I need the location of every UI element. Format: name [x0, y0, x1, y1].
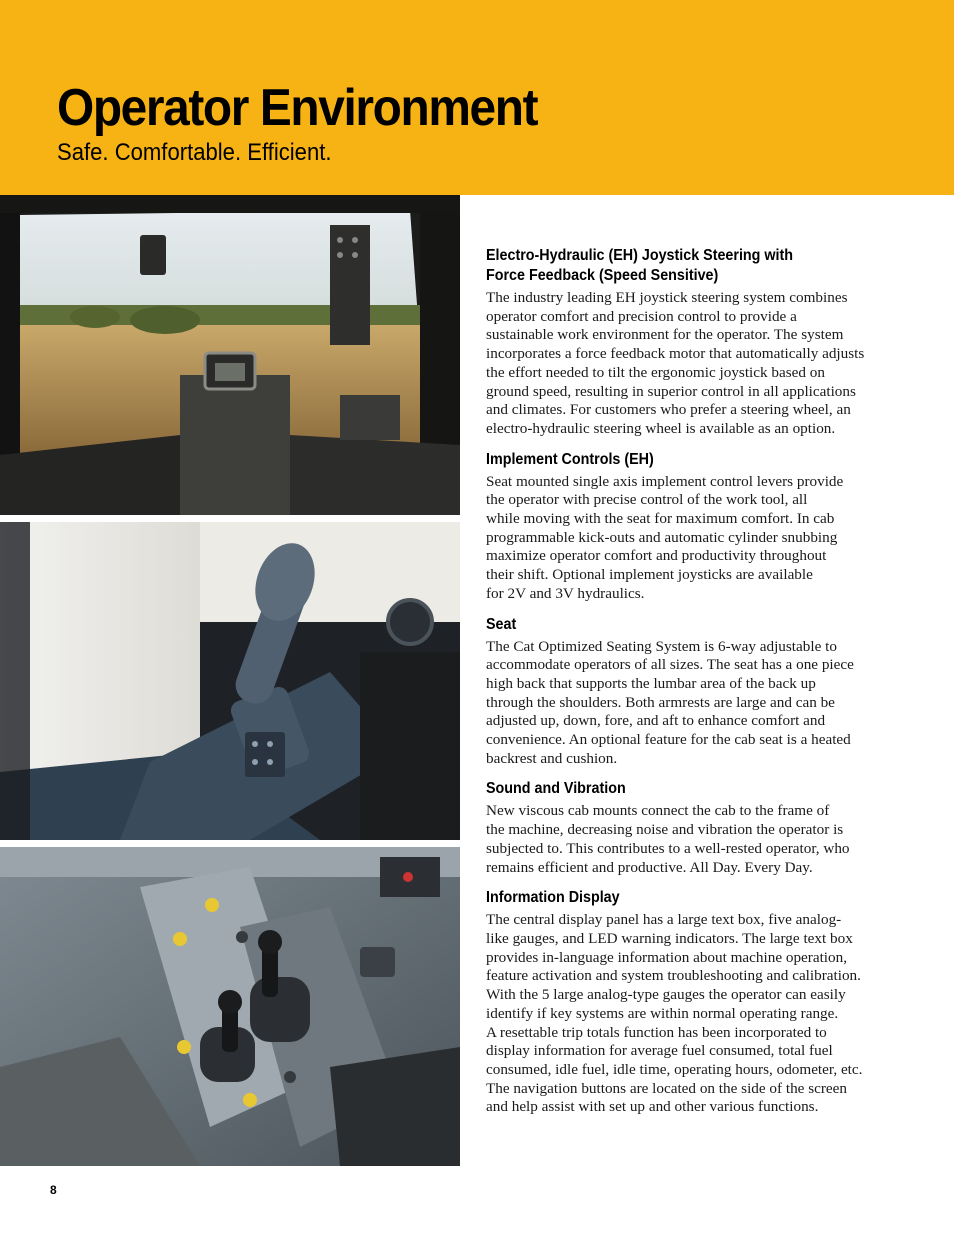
text-line: consumed, idle fuel, idle time, operating hours, odometer, etc. — [486, 1060, 863, 1078]
section-heading: Seat — [486, 615, 517, 633]
section-heading — [486, 246, 867, 286]
page-title: Operator Environment — [57, 79, 538, 137]
text-line: The navigation buttons are located on the side of the screen — [486, 1079, 847, 1097]
section-paragraph — [486, 473, 896, 604]
page-subtitle: Safe. Comfortable. Efficient. — [57, 139, 332, 166]
body-text — [486, 246, 896, 1128]
section-heading: Sound and Vibration — [486, 780, 626, 798]
text-line: provides in-language information about machine operation, — [486, 948, 848, 966]
text-line: for 2V and 3V hydraulics. — [486, 584, 645, 602]
section-paragraph — [486, 289, 896, 439]
joystick-photo — [0, 522, 460, 840]
text-line: programmable kick-outs and automatic cylinder snubbing — [486, 528, 838, 546]
text-line: ground speed, resulting in superior control in all applications — [486, 382, 856, 400]
header-banner — [0, 0, 954, 195]
text-line: and help assist with set up and other various functions. — [486, 1098, 819, 1116]
cab-interior-photo — [0, 195, 460, 515]
text-line: Seat mounted single axis implement control levers provide — [486, 472, 844, 490]
text-line: New viscous cab mounts connect the cab to the frame of — [486, 802, 830, 820]
text-line: maximize operator comfort and productivity throughout — [486, 547, 827, 565]
text-line: high back that supports the lumbar area of the back up — [486, 674, 816, 692]
text-line: the machine, decreasing noise and vibration the operator is — [486, 821, 844, 839]
text-line: A resettable trip totals function has been incorporated to — [486, 1023, 827, 1041]
text-line: through the shoulders. Both armrests are large and can be — [486, 693, 835, 711]
text-line: the operator with precise control of the work tool, all — [486, 491, 808, 509]
text-line: like gauges, and LED warning indicators. The large text box — [486, 929, 853, 947]
text-line: the effort needed to tilt the ergonomic joystick based on — [486, 363, 825, 381]
text-line: backrest and cushion. — [486, 749, 618, 767]
section-heading: Implement Controls (EH) — [486, 450, 654, 468]
text-line: feature activation and system troubleshooting and calibration. — [486, 967, 861, 985]
text-line: their shift. Optional implement joysticks are available — [486, 566, 813, 584]
text-line: The central display panel has a large text box, five analog- — [486, 911, 842, 929]
section-joystick-steering — [486, 246, 896, 439]
section-paragraph — [486, 911, 896, 1117]
text-line: remains efficient and productive. All Day. Every Day. — [486, 858, 813, 876]
section-heading: Information Display — [486, 889, 620, 907]
text-line: while moving with the seat for maximum comfort. In cab — [486, 510, 835, 528]
implement-controls-photo — [0, 847, 460, 1166]
section-paragraph — [486, 638, 896, 769]
text-line: display information for average fuel consumed, total fuel — [486, 1042, 833, 1060]
text-line: electro-hydraulic steering wheel is available as an option. — [486, 419, 836, 437]
text-line: incorporates a force feedback motor that automatically adjusts — [486, 345, 865, 363]
text-line: and climates. For customers who prefer a steering wheel, an — [486, 401, 851, 419]
section-implement-controls — [486, 450, 896, 604]
page-number: 8 — [50, 1183, 57, 1197]
section-sound-vibration — [486, 779, 896, 877]
text-line: adjusted up, down, fore, and aft to enhance comfort and — [486, 712, 826, 730]
text-line: convenience. An optional feature for the cab seat is a heated — [486, 731, 851, 749]
text-line: With the 5 large analog-type gauges the operator can easily — [486, 986, 846, 1004]
text-line: sustainable work environment for the operator. The system — [486, 326, 844, 344]
section-paragraph — [486, 802, 896, 877]
section-information-display — [486, 888, 896, 1117]
text-line: operator comfort and precision control to provide a — [486, 307, 797, 325]
section-seat — [486, 615, 896, 769]
text-line: The Cat Optimized Seating System is 6-way adjustable to — [486, 637, 837, 655]
text-line: The industry leading EH joystick steering system combines — [486, 289, 848, 306]
heading-line: Electro-Hydraulic (EH) Joystick Steering with — [486, 247, 794, 264]
heading-line: Force Feedback (Speed Sensitive) — [486, 267, 719, 284]
text-line: identify if key systems are within normal operating range. — [486, 1004, 839, 1022]
text-line: accommodate operators of all sizes. The seat has a one piece — [486, 656, 854, 674]
text-line: subjected to. This contributes to a well-rested operator, who — [486, 839, 850, 857]
